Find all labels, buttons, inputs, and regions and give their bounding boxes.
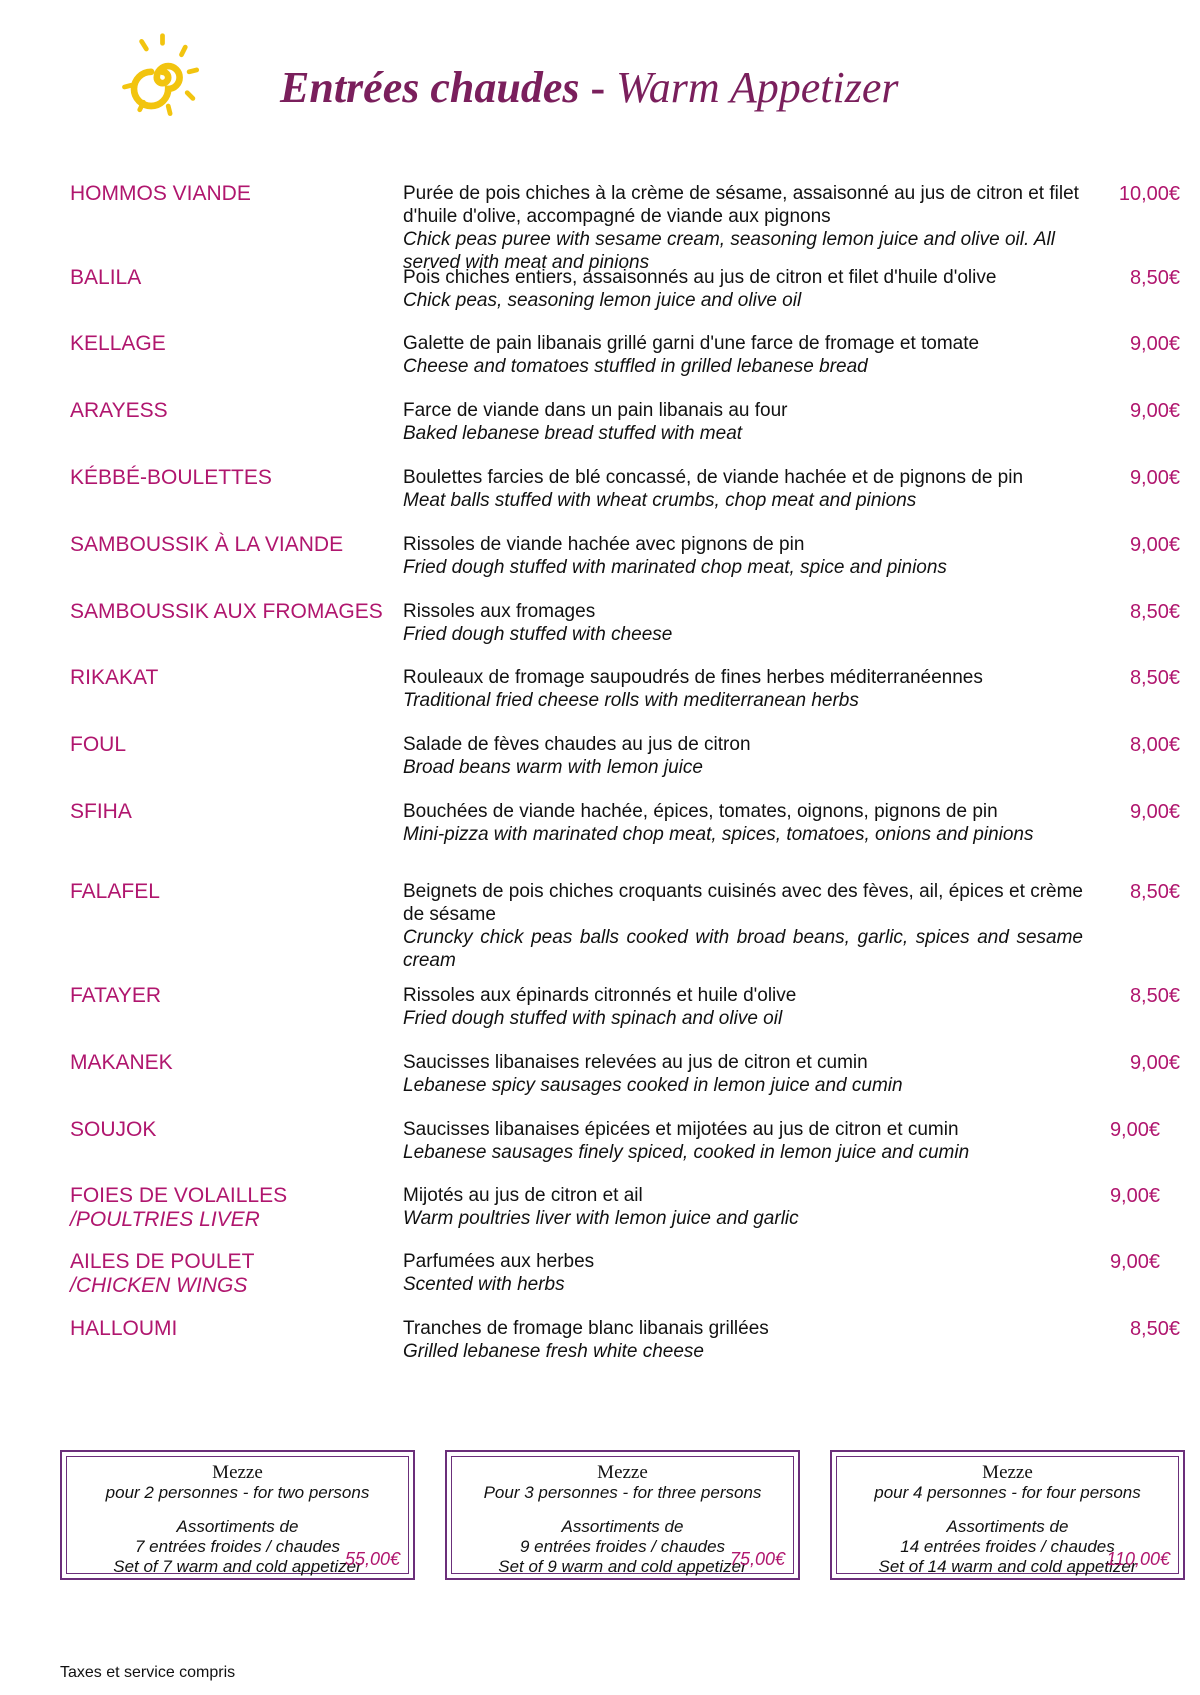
- item-desc-fr: Saucisses libanaises relevées au jus de citron et cumin: [403, 1052, 868, 1073]
- item-desc-fr: Saucisses libanaises épicées et mijotées au jus de citron et cumin: [403, 1119, 959, 1140]
- mezze-box-inner: [451, 1456, 794, 1574]
- item-name: KÉBBÉ-BOULETTES: [70, 466, 272, 489]
- item-description: [403, 533, 1083, 579]
- item-price: 9,00€: [1129, 534, 1180, 556]
- item-name-alt: /CHICKEN WINGS: [70, 1274, 248, 1297]
- item-desc-en: Warm poultries liver with lemon juice and garlic: [403, 1208, 799, 1229]
- menu-item: [70, 1118, 1180, 1184]
- menu-item: [70, 666, 1180, 733]
- menu-item: [70, 733, 1180, 800]
- mezze-description: Assortiments de 14 entrées froides / chaudes Set of 14 warm and cold appetizer: [878, 1517, 1137, 1576]
- item-desc-fr: Farce de viande dans un pain libanais au four: [403, 400, 788, 421]
- item-name: MAKANEK: [70, 1051, 173, 1074]
- item-desc-fr: Salade de fèves chaudes au jus de citron: [403, 734, 751, 755]
- item-name: SAMBOUSSIK AUX FROMAGES: [70, 600, 383, 623]
- item-description: [403, 182, 1083, 274]
- item-desc-en: Fried dough stuffed with marinated chop meat, spice and pinions: [403, 557, 947, 578]
- menu-list: [70, 182, 1180, 1384]
- item-desc-fr: Tranches de fromage blanc libanais grillées: [403, 1318, 769, 1339]
- item-price: 8,50€: [1129, 267, 1180, 289]
- mezze-offers: [60, 1450, 1180, 1580]
- item-desc-fr: Purée de pois chiches à la crème de sésame, assaisonné au jus de citron et filet d'huile d'olive, accompagné de viande aux pignons: [403, 183, 1079, 227]
- item-price: 10,00€: [1118, 183, 1180, 205]
- mezze-subtitle: pour 4 personnes - for four persons: [874, 1483, 1141, 1502]
- item-name: SAMBOUSSIK À LA VIANDE: [70, 533, 344, 556]
- item-desc-fr: Parfumées aux herbes: [403, 1251, 595, 1272]
- item-name: SFIHA: [70, 800, 132, 823]
- mezze-title: Mezze: [212, 1462, 263, 1483]
- item-description: [403, 984, 1083, 1030]
- item-desc-en: Chick peas puree with sesame cream, seasoning lemon juice and olive oil. All served with meat and pinions: [403, 229, 1055, 273]
- item-name: ARAYESS: [70, 399, 168, 422]
- item-name: RIKAKAT: [70, 666, 159, 689]
- item-name: KELLAGE: [70, 332, 166, 355]
- item-name: FOUL: [70, 733, 127, 756]
- mezze-box-3-persons: [445, 1450, 800, 1580]
- item-desc-en: Chick peas, seasoning lemon juice and olive oil: [403, 290, 802, 311]
- title-english: Warm Appetizer: [616, 63, 899, 112]
- item-price: 9,00€: [1109, 1119, 1160, 1141]
- menu-item: [70, 332, 1180, 399]
- item-description: [403, 1184, 1083, 1230]
- title-separator: -: [579, 63, 617, 112]
- item-price: 9,00€: [1129, 467, 1180, 489]
- page-header: [0, 0, 1200, 150]
- item-desc-fr: Boulettes farcies de blé concassé, de viande hachée et de pignons de pin: [403, 467, 1024, 488]
- item-description: [403, 733, 1083, 779]
- item-desc-fr: Rouleaux de fromage saupoudrés de fines herbes méditerranéennes: [403, 667, 983, 688]
- item-price: 9,00€: [1129, 400, 1180, 422]
- item-price: 8,50€: [1129, 985, 1180, 1007]
- item-desc-en: Scented with herbs: [403, 1274, 565, 1295]
- item-name: SOUJOK: [70, 1118, 157, 1141]
- item-desc-en: Broad beans warm with lemon juice: [403, 757, 703, 778]
- item-name: HALLOUMI: [70, 1317, 178, 1340]
- item-desc-en: Mini-pizza with marinated chop meat, spices, tomatoes, onions and pinions: [403, 824, 1034, 845]
- item-desc-en: Fried dough stuffed with spinach and olive oil: [403, 1008, 783, 1029]
- item-price: 8,00€: [1129, 734, 1180, 756]
- item-description: [403, 1118, 1083, 1164]
- item-desc-fr: Bouchées de viande hachée, épices, tomates, oignons, pignons de pin: [403, 801, 998, 822]
- item-desc-en: Cheese and tomatoes stuffled in grilled lebanese bread: [403, 356, 868, 377]
- item-description: [403, 466, 1083, 512]
- item-description: [403, 1051, 1083, 1097]
- title-french: Entrées chaudes: [280, 63, 580, 112]
- menu-item: [70, 266, 1180, 332]
- item-description: [403, 332, 1083, 378]
- item-description: [403, 666, 1083, 712]
- item-desc-fr: Beignets de pois chiches croquants cuisinés avec des fèves, ail, épices et crème de sésame: [403, 881, 1083, 925]
- item-price: 8,50€: [1129, 667, 1180, 689]
- item-name: AILES DE POULET /CHICKEN WINGS: [70, 1250, 255, 1297]
- item-description: [403, 1250, 1083, 1296]
- menu-item: [70, 1250, 1180, 1317]
- footer-note: Taxes et service compris: [60, 1664, 236, 1681]
- mezze-subtitle: pour 2 personnes - for two persons: [105, 1483, 370, 1502]
- item-price: 8,50€: [1129, 1318, 1180, 1340]
- item-name: FALAFEL: [70, 880, 160, 903]
- item-description: [403, 880, 1083, 972]
- menu-item: [70, 880, 1180, 984]
- menu-item: [70, 182, 1180, 273]
- item-desc-fr: Mijotés au jus de citron et ail: [403, 1185, 643, 1206]
- item-name: HOMMOS VIANDE: [70, 182, 251, 205]
- item-desc-en: Fried dough stuffed with cheese: [403, 624, 673, 645]
- mezze-price: 75,00€: [729, 1549, 785, 1569]
- mezze-title: Mezze: [597, 1462, 648, 1483]
- item-description: [403, 800, 1083, 846]
- item-description: [403, 399, 1083, 445]
- item-price: 9,00€: [1109, 1251, 1160, 1273]
- mezze-box-inner: [66, 1456, 409, 1574]
- item-name: FATAYER: [70, 984, 162, 1007]
- item-desc-en: Baked lebanese bread stuffed with meat: [403, 423, 743, 444]
- mezze-box-2-persons: [60, 1450, 415, 1580]
- item-desc-fr: Rissoles aux épinards citronnés et huile d'olive: [403, 985, 797, 1006]
- mezze-box-inner: [836, 1456, 1179, 1574]
- menu-item: [70, 1184, 1180, 1250]
- item-name: FOIES DE VOLAILLES /POULTRIES LIVER: [70, 1184, 288, 1231]
- sun-icon: [115, 30, 210, 125]
- item-description: [403, 600, 1083, 646]
- mezze-price: 110,00€: [1106, 1549, 1170, 1569]
- item-price: 9,00€: [1109, 1185, 1160, 1207]
- menu-item: [70, 466, 1180, 533]
- item-price: 9,00€: [1129, 801, 1180, 823]
- item-price: 9,00€: [1129, 1052, 1180, 1074]
- menu-item: [70, 1051, 1180, 1118]
- item-desc-en: Meat balls stuffed with wheat crumbs, chop meat and pinions: [403, 490, 917, 511]
- item-price: 8,50€: [1129, 881, 1180, 903]
- page-title: [280, 62, 899, 113]
- mezze-box-4-persons: [830, 1450, 1185, 1580]
- menu-item: [70, 800, 1180, 880]
- item-desc-en: Cruncky chick peas balls cooked with broad beans, garlic, spices and sesame cream: [403, 927, 1083, 971]
- mezze-price: 55,00€: [344, 1549, 400, 1569]
- item-desc-en: Grilled lebanese fresh white cheese: [403, 1341, 705, 1362]
- item-price: 8,50€: [1129, 601, 1180, 623]
- item-desc-fr: Galette de pain libanais grillé garni d'une farce de fromage et tomate: [403, 333, 980, 354]
- item-desc-en: Lebanese spicy sausages cooked in lemon juice and cumin: [403, 1075, 903, 1096]
- item-price: 9,00€: [1129, 333, 1180, 355]
- mezze-description: Assortiments de 9 entrées froides / chaudes Set of 9 warm and cold appetizer: [498, 1517, 747, 1576]
- item-desc-en: Traditional fried cheese rolls with mediterranean herbs: [403, 690, 859, 711]
- menu-item: [70, 984, 1180, 1051]
- mezze-title: Mezze: [982, 1462, 1033, 1483]
- item-description: [403, 266, 1083, 312]
- menu-item: [70, 600, 1180, 666]
- menu-item: [70, 533, 1180, 600]
- menu-item: [70, 399, 1180, 466]
- item-desc-fr: Pois chiches entiers, assaisonnés au jus de citron et filet d'huile d'olive: [403, 267, 997, 288]
- item-name-alt: /POULTRIES LIVER: [70, 1208, 260, 1231]
- item-name: BALILA: [70, 266, 142, 289]
- item-desc-fr: Rissoles de viande hachée avec pignons de pin: [403, 534, 805, 555]
- mezze-description: Assortiments de 7 entrées froides / chaudes Set of 7 warm and cold appetizer: [113, 1517, 362, 1576]
- mezze-subtitle: Pour 3 personnes - for three persons: [483, 1483, 762, 1502]
- item-description: [403, 1317, 1083, 1363]
- menu-item: [70, 1317, 1180, 1384]
- item-desc-en: Lebanese sausages finely spiced, cooked in lemon juice and cumin: [403, 1142, 970, 1163]
- item-desc-fr: Rissoles aux fromages: [403, 601, 596, 622]
